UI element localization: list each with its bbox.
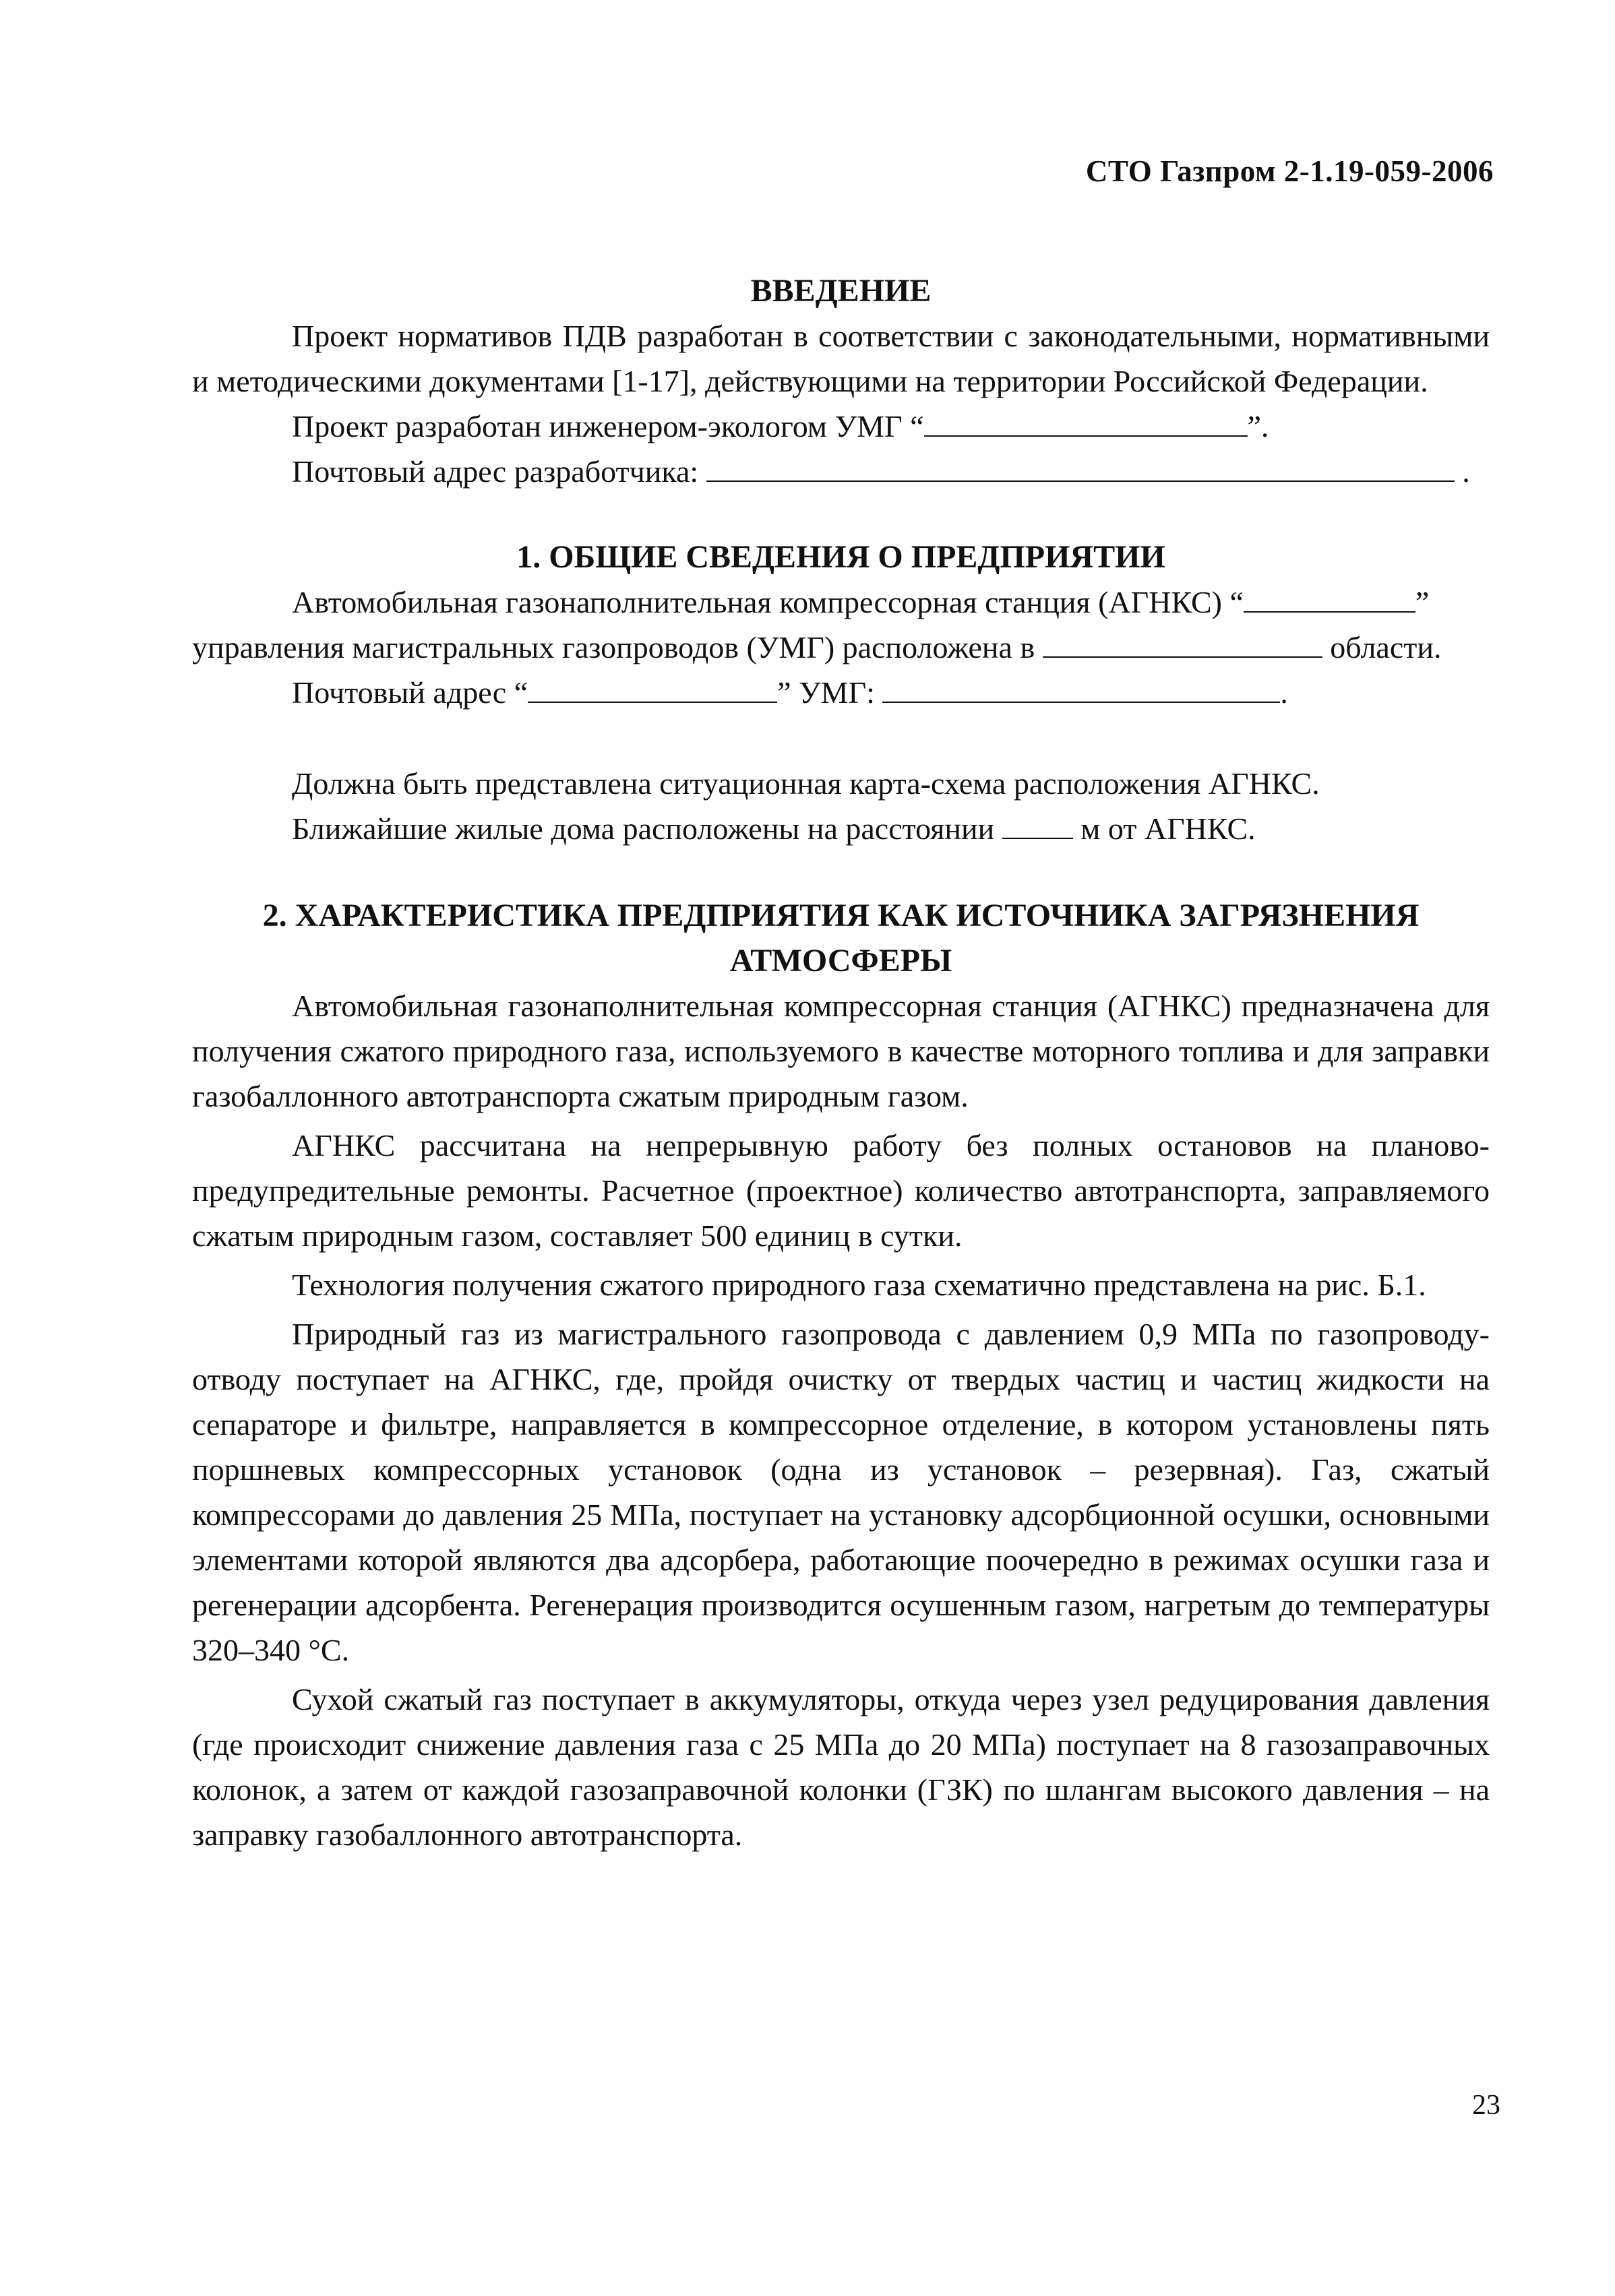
intro-title: ВВЕДЕНИЕ xyxy=(750,273,932,309)
distance-blank-field[interactable] xyxy=(1002,811,1073,839)
station-label: Автомобильная газонаполнительная компрессорная станция (АГНКС) “ xyxy=(292,585,1244,619)
postal-address-middle: ” УМГ: xyxy=(777,675,875,710)
station-line xyxy=(192,580,1490,625)
section1-title: 1. ОБЩИЕ СВЕДЕНИЯ О ПРЕДПРИЯТИИ xyxy=(516,539,1165,575)
distance-suffix: м от АГНКС. xyxy=(1080,811,1256,846)
distance-line xyxy=(192,806,1490,851)
section2-paragraph-4: Природный газ из магистрального газопровода с давлением 0,9 МПа по газопроводу-отводу поступает на АГНКС, где, пройдя очистку от твердых частиц и частиц жидкости на сепараторе и фильтре, направляется в компрессорное отделение, в котором установлены пять поршневых компрессорных установок (одна из установок – резервная). Газ, сжатый компрессорами до давления 25 МПа, поступает на установку адсорбционной осушки, основными элементами которой являются два адсорбера, работающие поочередно в режимах осушки газа и регенерации адсорбента. Регенерация производится осушенным газом, нагретым до температуры 320–340 °С. xyxy=(192,1317,1490,1667)
station-name-blank-field[interactable] xyxy=(1244,584,1415,613)
section2-paragraph-3: Технология получения сжатого природного газа схематично представлена на рис. Б.1. xyxy=(292,1268,1426,1302)
spacer xyxy=(192,715,1490,761)
page-number: 23 xyxy=(1472,2090,1500,2121)
document-code-header: СТО Газпром 2-1.19-059-2006 xyxy=(1085,154,1494,188)
document-body xyxy=(192,263,1490,1857)
developer-suffix: ”. xyxy=(1247,409,1269,443)
developer-address-line xyxy=(192,449,1490,494)
region-blank-field[interactable] xyxy=(1043,629,1322,658)
region-suffix: области. xyxy=(1330,630,1442,664)
postal-address-line xyxy=(192,670,1490,715)
umg-name-blank-field[interactable] xyxy=(528,675,777,703)
map-note: Должна быть представлена ситуационная карта-схема расположения АГНКС. xyxy=(292,766,1320,801)
developer-address-suffix: . xyxy=(1462,454,1470,489)
section2-title-line-2: АТМОСФЕРЫ xyxy=(729,943,952,979)
developer-line xyxy=(192,404,1490,449)
developer-label: Проект разработан инженером-экологом УМГ “ xyxy=(292,409,924,443)
section2-paragraph-2: АГНКС рассчитана на непрерывную работу без полных остановов на планово-предупредительные ремонты. Расчетное (проектное) количество автотранспорта, заправляемого сжатым природным газом, составляет 500 единиц в сутки. xyxy=(192,1128,1490,1253)
region-line xyxy=(192,625,1490,670)
developer-address-blank-field[interactable] xyxy=(706,454,1455,482)
region-label: управления магистральных газопроводов (УМГ) расположена в xyxy=(192,630,1035,664)
distance-label: Ближайшие жилые дома расположены на расстоянии xyxy=(292,811,995,846)
station-suffix: ” xyxy=(1415,585,1430,619)
postal-address-label: Почтовый адрес “ xyxy=(292,675,528,710)
section2-title-line-1: 2. ХАРАКТЕРИСТИКА ПРЕДПРИЯТИЯ КАК ИСТОЧНИКА ЗАГРЯЗНЕНИЯ xyxy=(262,898,1420,933)
umg-address-blank-field[interactable] xyxy=(882,675,1280,703)
developer-blank-field[interactable] xyxy=(924,408,1248,437)
section2-paragraph-1: Автомобильная газонаполнительная компрессорная станция (АГНКС) предназначена для получения сжатого природного газа, используемого в качестве моторного топлива и для заправки газобаллонного автотранспорта сжатым природным газом. xyxy=(192,989,1490,1113)
section2-paragraph-5: Сухой сжатый газ поступает в аккумуляторы, откуда через узел редуцирования давления (где происходит снижение давления газа с 25 МПа до 20 МПа) поступает на 8 газозаправочных колонок, а затем от каждой газозаправочной колонки (ГЗК) по шлангам высокого давления – на заправку газобаллонного автотранспорта. xyxy=(192,1682,1490,1852)
developer-address-label: Почтовый адрес разработчика: xyxy=(292,454,699,489)
postal-address-suffix: . xyxy=(1280,675,1288,710)
intro-paragraph-1: Проект нормативов ПДВ разработан в соответствии с законодательными, нормативными и методическими документами [1-17], действующими на территории Российской Федерации. xyxy=(192,319,1490,398)
